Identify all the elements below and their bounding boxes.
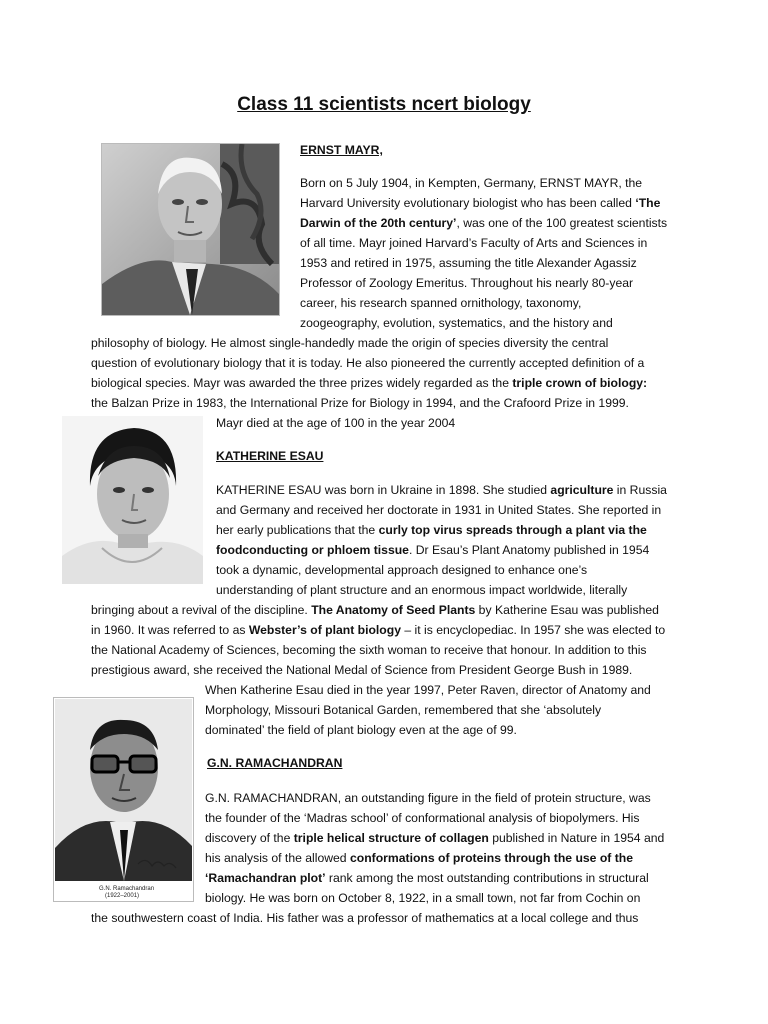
paragraph-line bbox=[205, 868, 649, 888]
paragraph-line bbox=[91, 620, 665, 640]
text: the National Academy of Sciences, becoming the sixth woman to receive that honour. In addition to this bbox=[91, 643, 647, 657]
text: . Dr Esau’s Plant Anatomy published in 1954 bbox=[408, 543, 650, 557]
bold-text: triple crown of biology: bbox=[512, 376, 648, 390]
text: bringing about a revival of the discipline. bbox=[91, 603, 312, 617]
text: question of evolutionary biology that it is today. He also pioneered the currently accepted definition of a bbox=[91, 356, 645, 370]
paragraph-line bbox=[216, 540, 649, 560]
paragraph-line bbox=[91, 333, 608, 353]
text: Harvard University evolutionary biologist who has been called bbox=[300, 196, 636, 210]
text: biological species. Mayr was awarded the three prizes widely regarded as the bbox=[91, 376, 513, 390]
text: G.N. RAMACHANDRAN, an outstanding figure in the field of protein structure, was bbox=[205, 791, 651, 805]
text: by Katherine Esau was published bbox=[475, 603, 659, 617]
text: Morphology, Missouri Botanical Garden, remembered that she ‘absolutely bbox=[205, 703, 602, 717]
paragraph-line bbox=[300, 193, 660, 213]
paragraph-line bbox=[91, 393, 629, 413]
paragraph-line bbox=[300, 253, 637, 273]
text: zoogeography, evolution, systematics, and the history and bbox=[300, 316, 613, 330]
bold-text: ‘The bbox=[635, 196, 661, 210]
paragraph-line bbox=[216, 520, 647, 540]
paragraph-line bbox=[216, 500, 661, 520]
paragraph-line bbox=[205, 680, 651, 700]
katherine-esau-photo bbox=[62, 416, 203, 584]
paragraph-line bbox=[216, 480, 667, 500]
text: rank among the most outstanding contributions in structural bbox=[325, 871, 649, 885]
paragraph-line bbox=[91, 373, 647, 393]
text: Professor of Zoology Emeritus. Throughout his nearly 80-year bbox=[300, 276, 634, 290]
bold-text: triple helical structure of collagen bbox=[293, 831, 489, 845]
text: KATHERINE ESAU was born in Ukraine in 1898. She studied bbox=[216, 483, 551, 497]
paragraph-line bbox=[91, 660, 632, 680]
paragraph-line bbox=[205, 848, 633, 868]
bold-text: Webster’s of plant biology bbox=[248, 623, 401, 637]
text: published in Nature in 1954 and bbox=[488, 831, 665, 845]
paragraph-line bbox=[91, 908, 638, 928]
text: biology. He was born on October 8, 1922, in a small town, not far from Cochin on bbox=[205, 891, 641, 905]
text: , was one of the 100 greatest scientists bbox=[456, 216, 668, 230]
text: his analysis of the allowed bbox=[205, 851, 350, 865]
paragraph-line bbox=[205, 808, 639, 828]
section-heading-katherine-esau: KATHERINE ESAU bbox=[216, 449, 324, 463]
text: – it is encyclopediac. In 1957 she was elected to bbox=[400, 623, 666, 637]
paragraph-line bbox=[205, 828, 664, 848]
paragraph-line bbox=[300, 213, 667, 233]
text: the Balzan Prize in 1983, the International Prize for Biology in 1994, and the Crafoord Prize in 1999. bbox=[91, 396, 629, 410]
text: philosophy of biology. He almost single-handedly made the origin of species diversity the central bbox=[91, 336, 609, 350]
gn-ramachandran-photo-caption-name: G.N. Ramachandran bbox=[99, 886, 155, 892]
paragraph-line bbox=[300, 173, 642, 193]
text: discovery of the bbox=[205, 831, 294, 845]
gn-ramachandran-photo-caption-years: (1922–2001) bbox=[105, 893, 140, 899]
paragraph-line bbox=[91, 353, 644, 373]
text: of all time. Mayr joined Harvard’s Faculty of Arts and Sciences in bbox=[300, 236, 648, 250]
text: in Russia bbox=[613, 483, 667, 497]
bold-text: curly top virus spreads through a plant via the bbox=[378, 523, 647, 537]
page-title: Class 11 scientists ncert biology bbox=[237, 94, 531, 115]
text: in 1960. It was referred to as bbox=[91, 623, 249, 637]
section-heading-gn-ramachandran: G.N. RAMACHANDRAN bbox=[207, 756, 343, 770]
paragraph-line bbox=[91, 600, 659, 620]
paragraph-line bbox=[216, 580, 627, 600]
bold-text: conformations of proteins through the use of the bbox=[349, 851, 633, 865]
bold-text: foodconducting or phloem tissue bbox=[216, 543, 409, 557]
section-heading-ernst-mayr: ERNST MAYR, bbox=[300, 143, 383, 157]
text: Mayr died at the age of 100 in the year 2004 bbox=[216, 416, 456, 430]
paragraph-line bbox=[205, 788, 651, 808]
ernst-mayr-photo bbox=[101, 143, 280, 316]
text: When Katherine Esau died in the year 1997, Peter Raven, director of Anatomy and bbox=[205, 683, 651, 697]
bold-text: The Anatomy of Seed Plants bbox=[311, 603, 476, 617]
paragraph-line bbox=[300, 313, 613, 333]
paragraph-line bbox=[216, 413, 455, 433]
bold-text: ‘Ramachandran plot’ bbox=[205, 871, 326, 885]
text: 1953 and retired in 1975, assuming the title Alexander Agassiz bbox=[300, 256, 637, 270]
paragraph-line bbox=[91, 640, 647, 660]
text: dominated’ the field of plant biology even at the age of 99. bbox=[205, 723, 517, 737]
paragraph-line bbox=[205, 720, 517, 740]
bold-text: agriculture bbox=[550, 483, 614, 497]
paragraph-line bbox=[300, 273, 633, 293]
text: took a dynamic, developmental approach designed to enhance one’s bbox=[216, 563, 588, 577]
text: and Germany and received her doctorate in 1931 in United States. She reported in bbox=[216, 503, 662, 517]
paragraph-line bbox=[216, 560, 587, 580]
text: career, his research spanned ornithology, taxonomy, bbox=[300, 296, 582, 310]
text: the southwestern coast of India. His father was a professor of mathematics at a local college and thus bbox=[91, 911, 639, 925]
paragraph-line bbox=[205, 700, 601, 720]
paragraph-line bbox=[300, 233, 647, 253]
text: prestigious award, she received the National Medal of Science from President George Bush in 1989. bbox=[91, 663, 633, 677]
text: Born on 5 July 1904, in Kempten, Germany, ERNST MAYR, the bbox=[300, 176, 643, 190]
text: the founder of the ‘Madras school’ of conformational analysis of biopolymers. His bbox=[205, 811, 640, 825]
paragraph-line bbox=[205, 888, 640, 908]
text: her early publications that the bbox=[216, 523, 379, 537]
bold-text: Darwin of the 20th century’ bbox=[300, 216, 457, 230]
paragraph-line bbox=[300, 293, 581, 313]
gn-ramachandran-photo bbox=[53, 697, 194, 902]
text: understanding of plant structure and an enormous impact worldwide, literally bbox=[216, 583, 628, 597]
